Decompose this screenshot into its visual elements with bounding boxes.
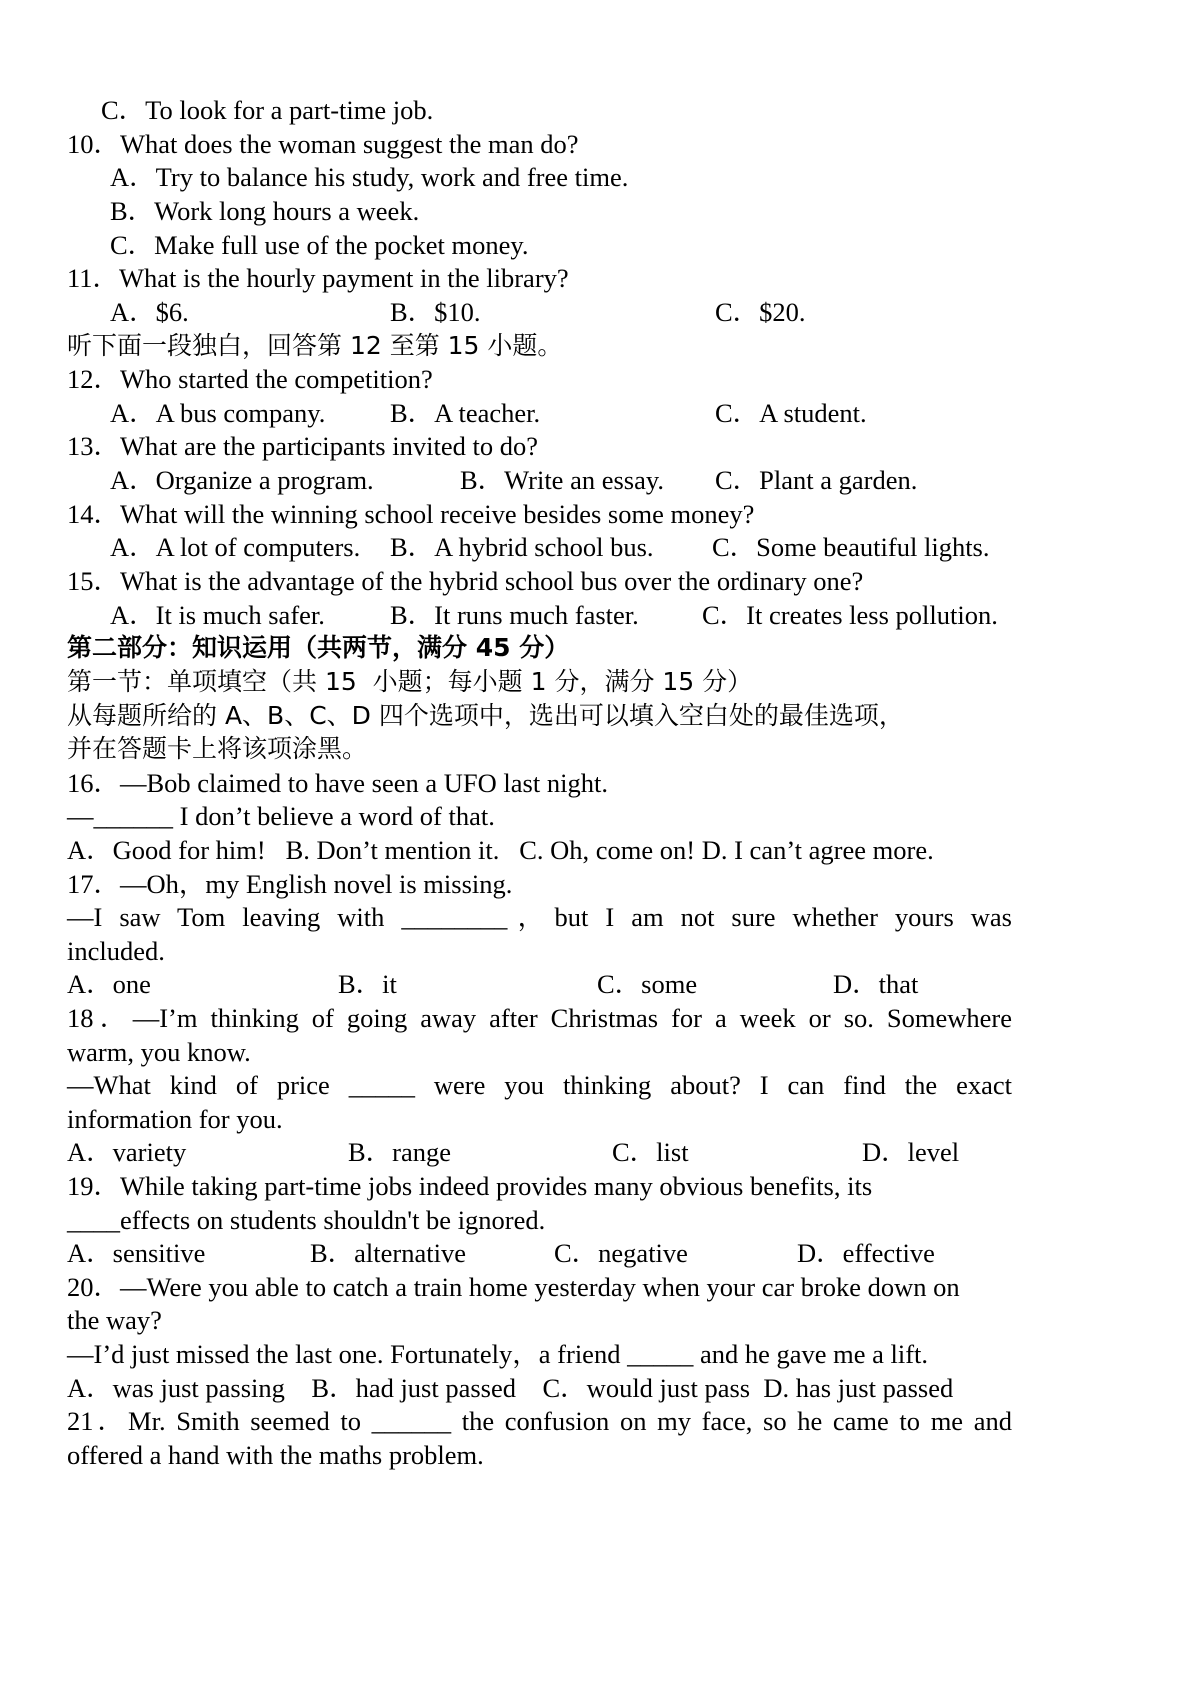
q12-question: 12．Who started the competition?	[67, 364, 433, 394]
q18-option-b: B．range	[348, 1137, 452, 1167]
q12-option-b: B．A teacher.	[390, 398, 541, 428]
q11-option-b: B．$10.	[390, 297, 481, 327]
q20-response: —I’d just missed the last one. Fortunately，a friend _____ and he gave me a lift.	[67, 1339, 929, 1369]
q17-option-d: D．that	[833, 969, 919, 999]
q18-question-cont: warm, you know.	[67, 1037, 251, 1067]
q15-option-c: C．It creates less pollution.	[702, 600, 998, 630]
q13-option-c: C．Plant a garden.	[715, 465, 918, 495]
q14-question: 14．What will the winning school receive besides some money?	[67, 499, 755, 529]
q18-response-cont: information for you.	[67, 1104, 283, 1134]
q20-options: A．was just passing B．had just passed C．would just pass D. has just passed	[67, 1373, 954, 1403]
q18-option-d: D．level	[862, 1137, 960, 1167]
q12-option-c: C．A student.	[715, 398, 867, 428]
q16-question: 16．—Bob claimed to have seen a UFO last night.	[67, 768, 608, 798]
q10-option-b: B．Work long hours a week.	[110, 196, 420, 226]
q14-option-b: B．A hybrid school bus.	[390, 532, 654, 562]
section1-heading: 第一节：单项填空（共 15 小题；每小题 1 分，满分 15 分）	[67, 667, 753, 696]
q10-question: 10．What does the woman suggest the man do?	[67, 129, 579, 159]
q9-option-c: C．To look for a part-time job.	[101, 95, 434, 125]
q17-option-b: B．it	[338, 969, 397, 999]
q20-question: 20．—Were you able to catch a train home yesterday when your car broke down on	[67, 1272, 960, 1302]
q17-response: —I saw Tom leaving with ________，but I am not sure whether yours was	[67, 902, 1012, 932]
q19-option-a: A．sensitive	[67, 1238, 206, 1268]
q15-question: 15．What is the advantage of the hybrid school bus over the ordinary one?	[67, 566, 864, 596]
section1-instruction-line2: 并在答题卡上将该项涂黑。	[67, 734, 368, 763]
q17-question: 17．—Oh，my English novel is missing.	[67, 869, 513, 899]
q18-response: —What kind of price _____ were you thinking about? I can find the exact	[67, 1070, 1012, 1100]
q20-question-cont: the way?	[67, 1305, 162, 1335]
q19-question: 19．While taking part-time jobs indeed provides many obvious benefits, its	[67, 1171, 873, 1201]
q17-response-cont: included.	[67, 936, 165, 966]
q21-question-cont: offered a hand with the maths problem.	[67, 1440, 484, 1470]
q15-option-b: B．It runs much faster.	[390, 600, 639, 630]
q13-question: 13．What are the participants invited to do?	[67, 431, 538, 461]
q19-question-cont: ____effects on students shouldn't be ignored.	[67, 1205, 546, 1235]
q11-option-a: A．$6.	[110, 297, 189, 327]
q15-option-a: A．It is much safer.	[110, 600, 325, 630]
q12-option-a: A．A bus company.	[110, 398, 326, 428]
q10-option-a: A．Try to balance his study, work and free time.	[110, 162, 629, 192]
q10-option-c: C．Make full use of the pocket money.	[110, 230, 529, 260]
q11-option-c: C．$20.	[715, 297, 806, 327]
q13-option-b: B．Write an essay.	[460, 465, 665, 495]
listening-instruction: 听下面一段独白，回答第 12 至第 15 小题。	[67, 331, 563, 360]
part2-heading: 第二部分：知识运用（共两节，满分 45 分）	[67, 633, 570, 662]
q11-question: 11．What is the hourly payment in the library?	[67, 263, 569, 293]
q19-option-b: B．alternative	[310, 1238, 466, 1268]
q19-option-c: C．negative	[554, 1238, 688, 1268]
section1-instruction-line1: 从每题所给的 A、B、C、D 四个选项中，选出可以填入空白处的最佳选项，	[67, 701, 904, 730]
q14-option-a: A．A lot of computers.	[110, 532, 361, 562]
q14-option-c: C．Some beautiful lights.	[712, 532, 990, 562]
q18-option-c: C．list	[612, 1137, 689, 1167]
q19-option-d: D．effective	[797, 1238, 935, 1268]
q18-question: 18．—I’m thinking of going away after Christmas for a week or so. Somewhere	[67, 1003, 1012, 1033]
q17-option-a: A．one	[67, 969, 151, 999]
q16-options: A．Good for him! B. Don’t mention it. C. Oh, come on! D. I can’t agree more.	[67, 835, 934, 865]
q13-option-a: A．Organize a program.	[110, 465, 374, 495]
q17-option-c: C．some	[597, 969, 698, 999]
q18-option-a: A．variety	[67, 1137, 187, 1167]
q16-response: —______ I don’t believe a word of that.	[67, 801, 495, 831]
q21-question: 21．Mr. Smith seemed to ______ the confusion on my face, so he came to me and	[67, 1406, 1012, 1436]
